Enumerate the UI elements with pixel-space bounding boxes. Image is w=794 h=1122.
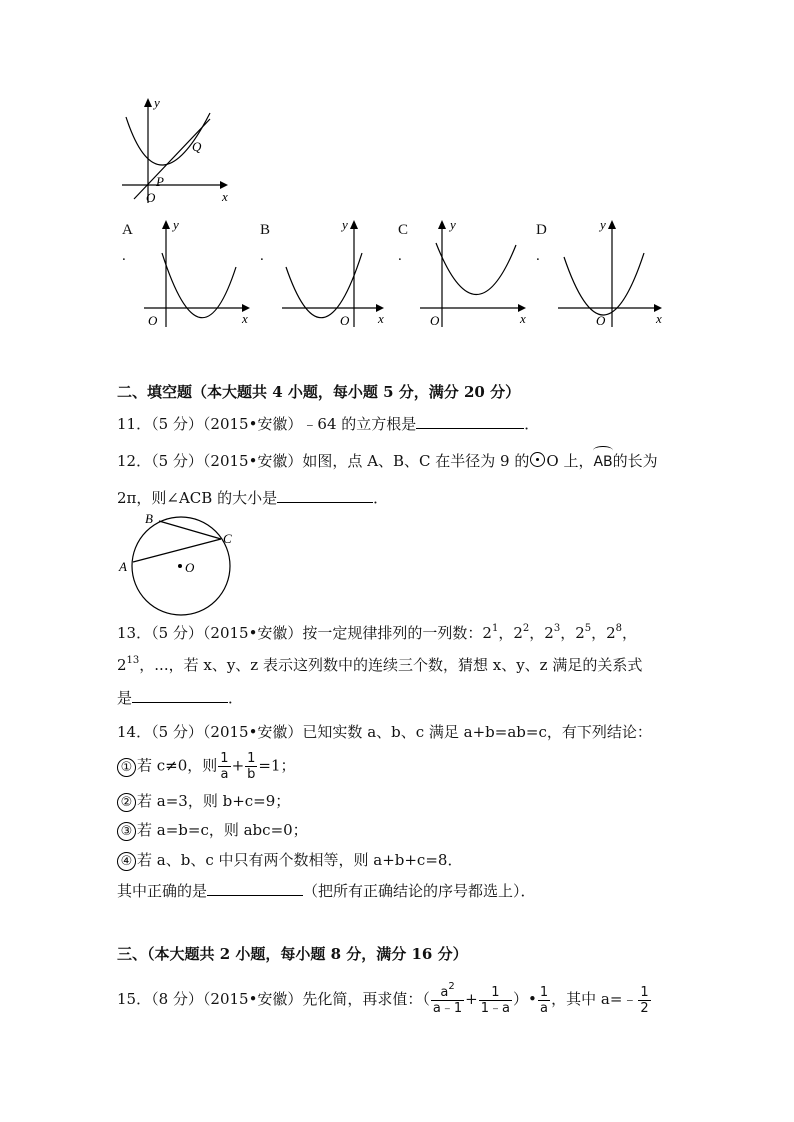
y-label: y bbox=[154, 95, 160, 110]
question-13-line-1: 13．（5 分）（2015•安徽）按一定规律排列的一列数：$2^1$，$2^2$，$2^3$，$2^5$，$2^8$， bbox=[117, 623, 638, 642]
section-2-heading: 二、填空题（本大题共 4 小题，每小题 5 分，满分 20 分） bbox=[117, 383, 521, 401]
option-a-letter: A bbox=[122, 222, 133, 238]
section-3-heading: 三、（本大题共 2 小题，每小题 8 分，满分 16 分） bbox=[117, 945, 468, 963]
svg-text:y: y bbox=[342, 217, 348, 232]
point-a-label: A bbox=[119, 559, 127, 574]
option-c-letter: C bbox=[398, 222, 409, 238]
conclusion-3-number: ③ bbox=[117, 822, 136, 841]
option-b-dot: . bbox=[260, 248, 264, 264]
option-d-graph bbox=[554, 215, 674, 330]
conclusion-2: ② 若 a=3，则 b+c=9； bbox=[117, 791, 290, 812]
origin-label: O bbox=[146, 190, 156, 205]
y-axis-arrow bbox=[144, 98, 152, 107]
answer-blank-13[interactable] bbox=[132, 688, 228, 703]
svg-text:x: x bbox=[378, 311, 384, 326]
straight-line bbox=[134, 119, 210, 199]
question-11: 11．（5 分）（2015•安徽）﹣64 的立方根是 ． bbox=[117, 415, 540, 433]
x-axis-arrow bbox=[220, 181, 228, 189]
question-14-stem: 14．（5 分）（2015•安徽）已知实数 a、b、c 满足 a+b=ab=c，有下列结论： bbox=[117, 723, 652, 741]
center-o-label: O bbox=[185, 560, 195, 575]
option-d-dot: . bbox=[536, 248, 540, 264]
svg-text:y: y bbox=[173, 217, 179, 232]
option-a-graph bbox=[140, 215, 260, 330]
circle-dot-symbol bbox=[530, 452, 545, 467]
arc-ab: AB bbox=[593, 454, 613, 470]
conclusion-2-number: ② bbox=[117, 793, 136, 812]
answer-blank-14[interactable] bbox=[207, 881, 303, 896]
main-graph bbox=[118, 95, 238, 210]
point-p-label: P bbox=[156, 174, 164, 189]
question-13-line-3: 是 ． bbox=[117, 689, 244, 707]
circle-figure bbox=[115, 508, 250, 620]
question-12-line-1: 12．（5 分）（2015•安徽）如图，点 A、B、C 在半径为 9 的 O 上，AB的长为 bbox=[117, 452, 658, 470]
center-dot bbox=[178, 564, 182, 568]
question-13-line-2: $2^{13}$，...，若 x、y、z 表示这列数中的连续三个数，猜想 x、y、z 满足的关系式 bbox=[117, 655, 643, 674]
point-b-label: B bbox=[145, 511, 153, 526]
svg-text:x: x bbox=[520, 311, 526, 326]
option-a-dot: . bbox=[122, 248, 126, 264]
option-b-letter: B bbox=[260, 222, 271, 238]
conclusion-1: ① 若 c≠0，则 $\frac{1}{a}$ + $\frac{1}{b}$ =1； bbox=[117, 751, 296, 782]
question-15: 15．（8 分）（2015•安徽）先化简，再求值：（ $\frac{a^2}{a﹣1}$ + $\frac{1}{1﹣a}$ ）• $\frac{1}{a}$ ，其中 a=﹣ $\frac{1}{2}$ bbox=[117, 980, 649, 1016]
svg-text:y: y bbox=[450, 217, 456, 232]
svg-text:O: O bbox=[148, 313, 158, 328]
svg-text:O: O bbox=[430, 313, 440, 328]
answer-blank-11[interactable] bbox=[416, 414, 524, 429]
chord-bc bbox=[159, 521, 221, 539]
option-b-graph bbox=[278, 215, 398, 330]
svg-text:y: y bbox=[600, 217, 606, 232]
option-d-letter: D bbox=[536, 222, 547, 238]
chord-ac bbox=[133, 539, 221, 562]
answer-blank-12[interactable] bbox=[277, 488, 373, 503]
option-c-dot: . bbox=[398, 248, 402, 264]
point-q-label: Q bbox=[192, 139, 202, 154]
svg-text:O: O bbox=[596, 313, 606, 328]
svg-text:x: x bbox=[242, 311, 248, 326]
point-c-label: C bbox=[223, 531, 232, 546]
question-14-ask: 其中正确的是 （把所有正确结论的序号都选上）． bbox=[117, 882, 536, 900]
conclusion-1-number: ① bbox=[117, 758, 136, 777]
svg-text:O: O bbox=[340, 313, 350, 328]
question-12-line-2: 2π，则∠ACB 的大小是 ． bbox=[117, 489, 389, 507]
conclusion-3: ③ 若 a=b=c，则 abc=0； bbox=[117, 820, 308, 841]
option-c-graph bbox=[416, 215, 536, 330]
svg-text:x: x bbox=[656, 311, 662, 326]
conclusion-4-number: ④ bbox=[117, 852, 136, 871]
x-label: x bbox=[222, 189, 228, 204]
conclusion-4: ④ 若 a、b、c 中只有两个数相等，则 a+b+c=8． bbox=[117, 850, 462, 871]
